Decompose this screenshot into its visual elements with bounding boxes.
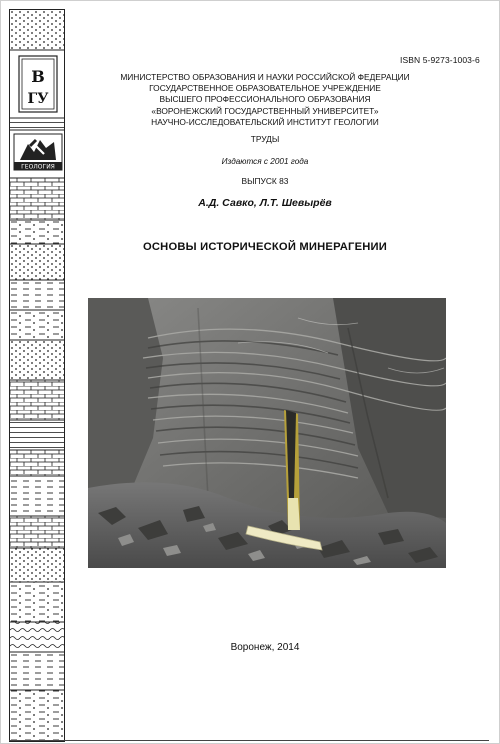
institution-header	[90, 72, 440, 128]
svg-text:ГЕОЛОГИЯ: ГЕОЛОГИЯ	[21, 163, 55, 171]
issue-number: ВЫПУСК 83	[241, 176, 289, 186]
bottom-rule	[9, 740, 489, 741]
university-logo	[19, 56, 57, 112]
institution-line: МИНИСТЕРСТВО ОБРАЗОВАНИЯ И НАУКИ РОССИЙСКОЙ ФЕДЕРАЦИИ	[120, 72, 410, 82]
svg-text:ГУ: ГУ	[27, 91, 49, 107]
cover-photo	[88, 298, 446, 568]
book-title: ОСНОВЫ ИСТОРИЧЕСКОЙ МИНЕРАГЕНИИ	[142, 241, 387, 253]
institution-line: ВЫСШЕГО ПРОФЕССИОНАЛЬНОГО ОБРАЗОВАНИЯ	[159, 94, 371, 105]
series-title: ТРУДЫ	[250, 134, 280, 144]
stratigraphic-column	[9, 9, 65, 742]
city-year: Воронеж, 2014	[230, 642, 300, 653]
institution-line: НАУЧНО-ИССЛЕДОВАТЕЛЬСКИЙ ИНСТИТУТ ГЕОЛОГИИ	[151, 116, 379, 127]
institution-line: ГОСУДАРСТВЕННОЕ ОБРАЗОВАТЕЛЬНОЕ УЧРЕЖДЕНИЕ	[149, 83, 381, 94]
geology-emblem	[14, 134, 62, 171]
isbn: ISBN 5-9273-1003-6	[400, 55, 480, 65]
institution-line: «ВОРОНЕЖСКИЙ ГОСУДАРСТВЕННЫЙ УНИВЕРСИТЕТ»	[151, 105, 379, 116]
publication-since: Издаются с 2001 года	[221, 157, 309, 166]
authors: А.Д. Савко, Л.Т. Шевырёв	[198, 197, 332, 209]
svg-text:В: В	[31, 67, 45, 86]
